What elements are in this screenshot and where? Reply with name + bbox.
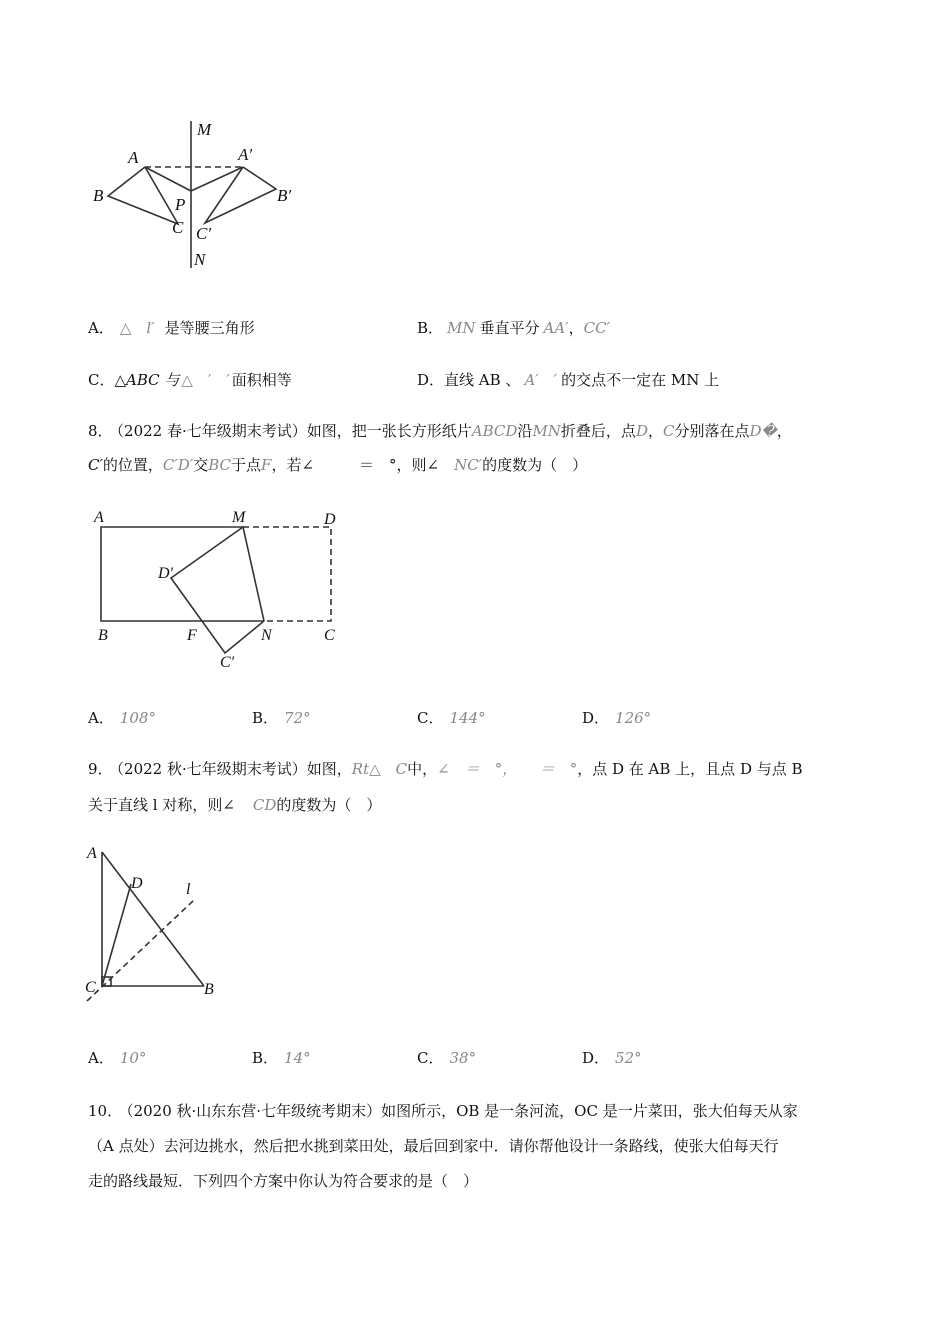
q9-line-1: 9． （2022 秋·七年级期末考试）如图，Rt△ C中，∠ ＝ °， ＝ °，点 D 在 AB 上，且点 D 与点 B: [88, 760, 803, 778]
label-a-prime: A′: [238, 145, 253, 164]
label-d: D: [324, 511, 336, 528]
q9-option-c[interactable]: C． 38°: [417, 1049, 477, 1067]
label-n: N: [261, 627, 272, 644]
label-a: A: [87, 845, 97, 862]
label-f: F: [187, 627, 197, 644]
q8-option-d[interactable]: D． 126°: [582, 709, 652, 727]
label-m: M: [197, 120, 212, 139]
q8-option-b[interactable]: B． 72°: [252, 709, 311, 727]
q8-line-1: 8． （2022 春·七年级期末考试）如图，把一张长方形纸片ABCD沿MN折叠后，点D，C分别落在点D�，: [88, 422, 792, 440]
q9-option-b[interactable]: B． 14°: [252, 1049, 311, 1067]
label-c: C: [85, 979, 96, 996]
q7-option-a-math: △ l′: [119, 319, 155, 337]
label-n: N: [194, 250, 206, 269]
label-a: A: [94, 509, 104, 526]
label-a: A: [128, 148, 139, 167]
q7-option-d[interactable]: D．直线 AB 、 A′ ′ 的交点不一定在 MN 上: [417, 371, 720, 389]
rect-dashed-part: [243, 527, 331, 621]
q7-option-c[interactable]: C．△ABC 与 △ ′ ′ 面积相等: [88, 371, 292, 389]
q8-number: 8．: [88, 422, 113, 440]
label-b: B: [204, 981, 214, 998]
label-c: C: [172, 218, 184, 237]
q10-line-1: 10． （2020 秋·山东东营·七年级统考期末）如图所示，OB 是一条河流，OC 是一片菜田，张大伯每天从家: [88, 1102, 798, 1120]
q8-source: （2022 春·七年级期末考试）: [116, 422, 307, 440]
q7-option-b[interactable]: B． MN 垂直平分 AA′，CC′: [417, 319, 610, 337]
label-b: B: [93, 186, 104, 205]
q10-line-3: 走的路线最短．下列四个方案中你认为符合要求的是（ ）: [88, 1172, 479, 1190]
q9-number: 9．: [88, 760, 113, 778]
figure-q7: [88, 115, 308, 275]
label-b-prime: B′: [277, 186, 292, 205]
figure-q8: [88, 505, 348, 675]
label-d: D: [131, 875, 143, 892]
label-p: P: [175, 195, 186, 214]
side-ab: [102, 852, 204, 986]
q10-line-2: （A 点处）去河边挑水，然后把水挑到菜田处，最后回到家中．请你帮他设计一条路线，使张大伯每天行: [88, 1137, 779, 1155]
q8-option-a[interactable]: A． 108°: [88, 709, 156, 727]
label-c: C: [324, 627, 335, 644]
segment-cd: [102, 884, 131, 986]
q9-line-2: 关于直线 l 对称，则∠ CD的度数为（ ）: [88, 796, 382, 814]
q7-option-a[interactable]: A． △ l′ 是等腰三角形: [88, 319, 255, 337]
q8-option-c[interactable]: C． 144°: [417, 709, 486, 727]
folded-quad: [171, 527, 264, 653]
label-c-prime: C′: [220, 654, 235, 671]
triangle-a1b1c1: [205, 167, 276, 223]
label-l: l: [186, 881, 191, 898]
q9-option-d[interactable]: D． 52°: [582, 1049, 642, 1067]
q10-source: （2020 秋·山东东营·七年级统考期末）: [126, 1102, 382, 1120]
label-m: M: [232, 509, 246, 526]
label-c-prime: C′: [196, 224, 212, 243]
label-b: B: [98, 627, 108, 644]
q9-option-a[interactable]: A． 10°: [88, 1049, 147, 1067]
label-d-prime: D′: [158, 565, 174, 582]
triangle-abc: [108, 167, 178, 224]
q8-line-2: C′的位置，C′D′交BC于点F，若∠ ＝ °，则∠ NC′的度数为（ ）: [88, 456, 588, 474]
q9-source: （2022 秋·七年级期末考试）: [116, 760, 307, 778]
q10-number: 10．: [88, 1102, 123, 1120]
figure-q9: [82, 838, 232, 1008]
